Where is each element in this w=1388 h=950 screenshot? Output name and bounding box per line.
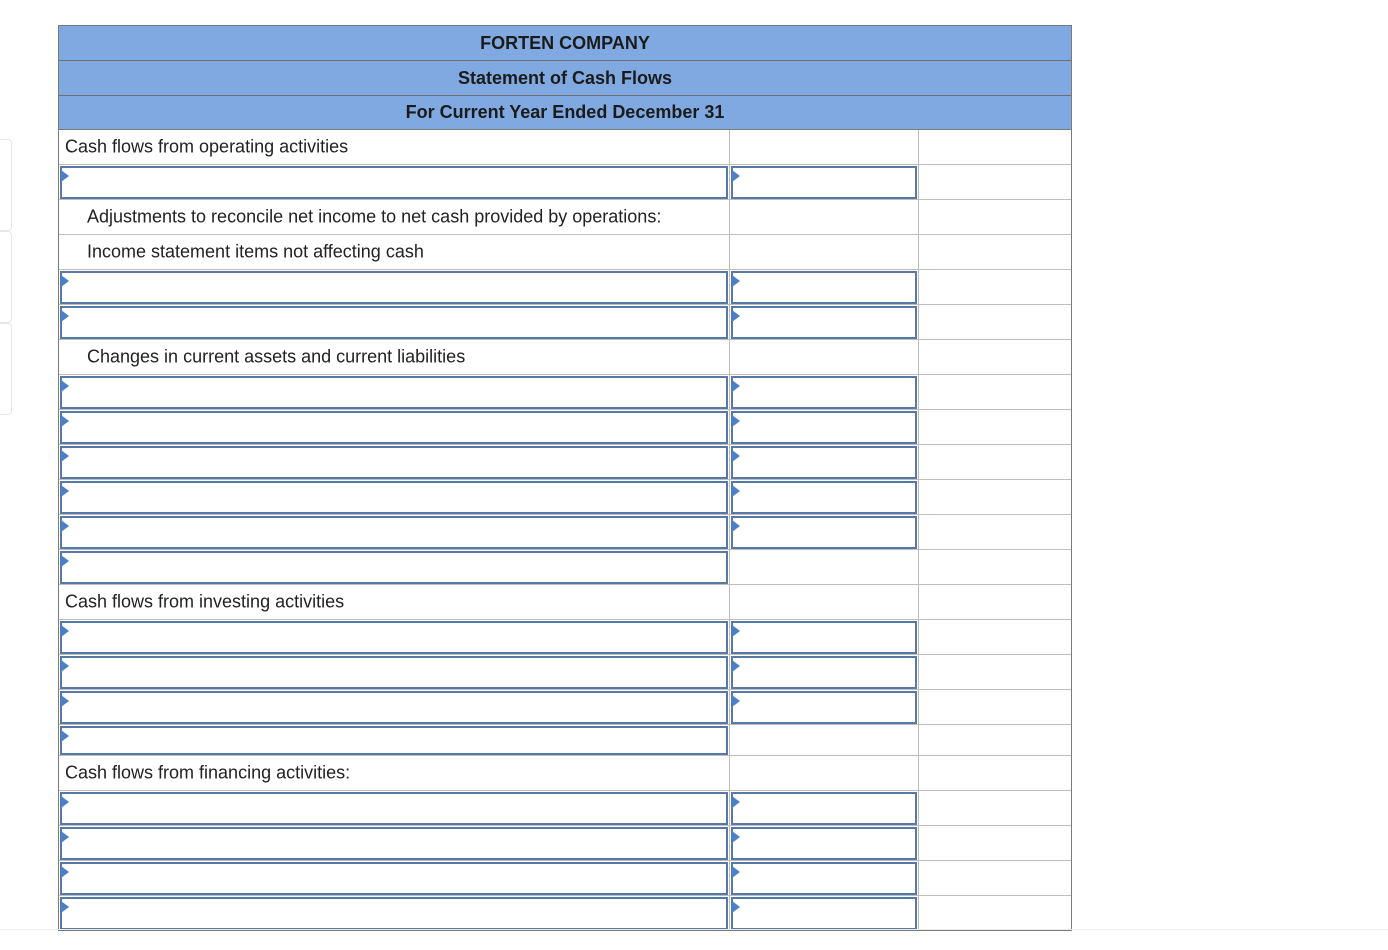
row-financing-3: [59, 861, 1071, 896]
description-input[interactable]: [60, 411, 728, 444]
row-net-income: [59, 165, 1071, 200]
side-tab-1: [0, 139, 12, 231]
description-input[interactable]: [60, 656, 728, 689]
row-financing-4: [59, 896, 1071, 930]
amount-cell: [730, 235, 919, 269]
total-cell: [919, 896, 1071, 930]
description-input[interactable]: [60, 271, 728, 304]
row-investing-2: [59, 655, 1071, 690]
row-change-5: [59, 515, 1071, 550]
amount-cell: [730, 130, 919, 164]
cash-flow-worksheet: [58, 25, 1072, 931]
amount-input[interactable]: [731, 897, 917, 930]
amount-cell: [730, 200, 919, 234]
row-investing-1: [59, 620, 1071, 655]
total-cell: [919, 861, 1071, 895]
total-cell: [919, 725, 1071, 755]
amount-input[interactable]: [731, 446, 917, 479]
changes-heading: Changes in current assets and current liabilities: [87, 346, 466, 367]
amount-input[interactable]: [731, 306, 917, 339]
total-cell: [919, 305, 1071, 339]
amount-input[interactable]: [731, 376, 917, 409]
total-cell: [919, 826, 1071, 860]
amount-cell: [730, 756, 919, 790]
amount-input[interactable]: [731, 792, 917, 825]
label-cell: [59, 130, 730, 164]
operating-heading: Cash flows from operating activities: [65, 136, 349, 157]
amount-cell: [730, 725, 919, 755]
description-input[interactable]: [60, 792, 728, 825]
total-cell: [919, 791, 1071, 825]
description-input[interactable]: [60, 551, 728, 584]
amount-input[interactable]: [731, 166, 917, 199]
total-cell: [919, 620, 1071, 654]
row-changes-heading: [59, 340, 1071, 375]
row-financing-1: [59, 791, 1071, 826]
total-cell: [919, 655, 1071, 689]
row-investing-3: [59, 690, 1071, 725]
description-input[interactable]: [60, 306, 728, 339]
noncash-heading: Income statement items not affecting cash: [87, 241, 424, 262]
total-cell: [919, 410, 1071, 444]
row-noncash-1: [59, 270, 1071, 305]
total-cell: [919, 200, 1071, 234]
total-cell: [919, 550, 1071, 584]
adjustments-heading: Adjustments to reconcile net income to net cash provided by operations:: [87, 206, 662, 227]
total-cell: [919, 756, 1071, 790]
total-cell: [919, 130, 1071, 164]
row-change-2: [59, 410, 1071, 445]
total-cell: [919, 340, 1071, 374]
description-input[interactable]: [60, 691, 728, 724]
row-change-4: [59, 480, 1071, 515]
description-input[interactable]: [60, 726, 728, 755]
amount-cell: [730, 550, 919, 584]
row-operating-total: [59, 550, 1071, 585]
total-cell: [919, 690, 1071, 724]
amount-input[interactable]: [731, 827, 917, 860]
side-tab-3: [0, 323, 12, 415]
description-input[interactable]: [60, 621, 728, 654]
row-change-3: [59, 445, 1071, 480]
row-investing-total: [59, 725, 1071, 756]
row-investing-heading: [59, 585, 1071, 620]
amount-input[interactable]: [731, 411, 917, 444]
total-cell: [919, 235, 1071, 269]
total-cell: [919, 270, 1071, 304]
row-noncash-heading: [59, 235, 1071, 270]
amount-input[interactable]: [731, 862, 917, 895]
amount-cell: [730, 585, 919, 619]
description-input[interactable]: [60, 827, 728, 860]
total-cell: [919, 375, 1071, 409]
total-cell: [919, 480, 1071, 514]
footer-divider: [0, 929, 1388, 930]
total-cell: [919, 445, 1071, 479]
total-cell: [919, 165, 1071, 199]
financing-heading: Cash flows from financing activities:: [65, 762, 351, 783]
description-input[interactable]: [60, 481, 728, 514]
amount-input[interactable]: [731, 481, 917, 514]
company-name: FORTEN COMPANY: [59, 26, 1071, 61]
statement-period: For Current Year Ended December 31: [59, 96, 1071, 130]
total-cell: [919, 515, 1071, 549]
statement-title: Statement of Cash Flows: [59, 61, 1071, 96]
description-input[interactable]: [60, 446, 728, 479]
description-input[interactable]: [60, 897, 728, 930]
description-input[interactable]: [60, 376, 728, 409]
amount-input[interactable]: [731, 516, 917, 549]
row-financing-heading: [59, 756, 1071, 791]
row-operating-heading: [59, 130, 1071, 165]
side-tab-2: [0, 231, 12, 323]
row-financing-2: [59, 826, 1071, 861]
amount-input[interactable]: [731, 656, 917, 689]
amount-input[interactable]: [731, 691, 917, 724]
total-cell: [919, 585, 1071, 619]
row-adjustments-heading: [59, 200, 1071, 235]
description-input[interactable]: [60, 862, 728, 895]
description-input[interactable]: [60, 516, 728, 549]
row-noncash-2: [59, 305, 1071, 340]
investing-heading: Cash flows from investing activities: [65, 591, 345, 612]
description-input[interactable]: [60, 166, 728, 199]
amount-input[interactable]: [731, 271, 917, 304]
amount-cell: [730, 340, 919, 374]
amount-input[interactable]: [731, 621, 917, 654]
row-change-1: [59, 375, 1071, 410]
